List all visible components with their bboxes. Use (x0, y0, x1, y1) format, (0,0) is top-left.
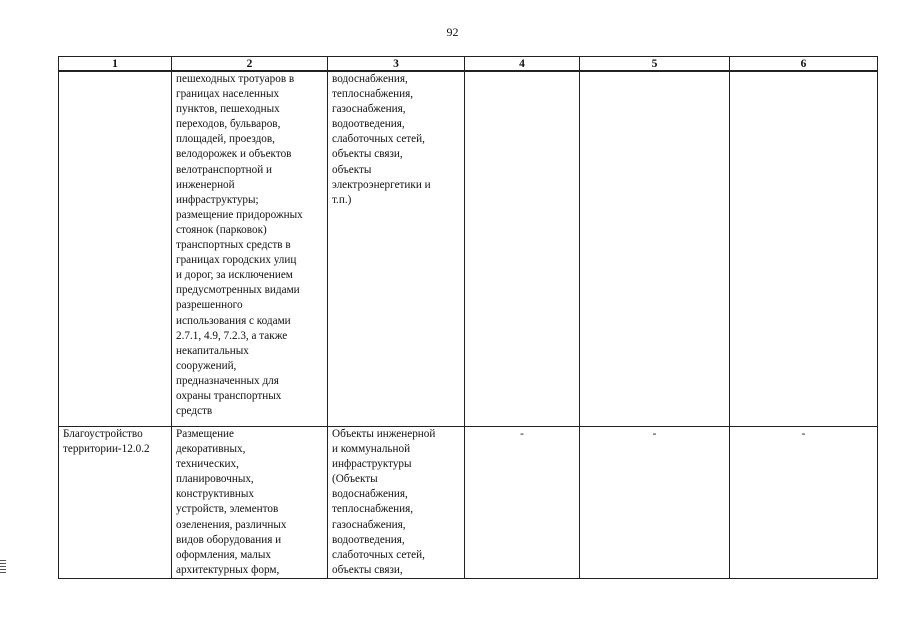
cell-text: - (652, 428, 657, 440)
header-col-2: 2 (172, 57, 328, 72)
header-col-3: 3 (328, 57, 465, 72)
cell-col-6 (730, 71, 878, 427)
cell-text: - (801, 428, 806, 440)
cell-col-4 (465, 71, 580, 427)
cell-use-name (59, 71, 172, 427)
cell-use-description (172, 71, 328, 427)
table-row (59, 71, 878, 427)
cell-use-description (172, 427, 328, 579)
page-number: 92 (446, 25, 459, 39)
table-header-row (59, 57, 878, 72)
cell-text: - (520, 428, 524, 440)
cell-col-4 (465, 427, 580, 579)
cell-auxiliary-uses (328, 427, 465, 579)
cell-col-6 (730, 427, 878, 579)
scan-edge-mark (0, 560, 6, 580)
header-col-4: 4 (465, 57, 580, 72)
cell-col-5 (580, 71, 730, 427)
cell-text: Объекты инженерной и коммунальной инфраструктуры (Объекты водоснабжения, теплоснабжения, газоснабжения, водоотведения, слаботочных сетей, объекты связи, (332, 428, 436, 576)
cell-text: водоснабжения, теплоснабжения, газоснабжения, водоотведения, слаботочных сетей, объекты связи, объекты электроэнергетики и т.п.) (332, 73, 431, 206)
header-col-6: 6 (730, 57, 878, 72)
header-col-1: 1 (59, 57, 172, 72)
table-row (59, 427, 878, 579)
cell-text: пешеходных тротуаров в границах населенных пунктов, пешеходных переходов, бульваров, площадей, проездов, велодорожек и объектов велотранспортной и инженерной инфраструктуры; размещение придорожных стоянок (парковок) транспортных средств в границах городских улиц и дорог, за исключением предусмотренных видами разрешенного использования с кодами 2.7.1, 4.9, 7.2.3, а также некапитальных сооружений, предназначенных для охраны транспортных средств (176, 73, 303, 418)
cell-text: Благоустройство территории-12.0.2 (63, 428, 150, 456)
cell-col-5 (580, 427, 730, 579)
land-use-table (58, 56, 878, 579)
cell-use-name (59, 427, 172, 579)
cell-auxiliary-uses (328, 71, 465, 427)
header-col-5: 5 (580, 57, 730, 72)
cell-text: Размещение декоративных, технических, планировочных, конструктивных устройств, элементов озеленения, различных видов оборудования и оформления, малых архитектурных форм, (176, 428, 287, 576)
